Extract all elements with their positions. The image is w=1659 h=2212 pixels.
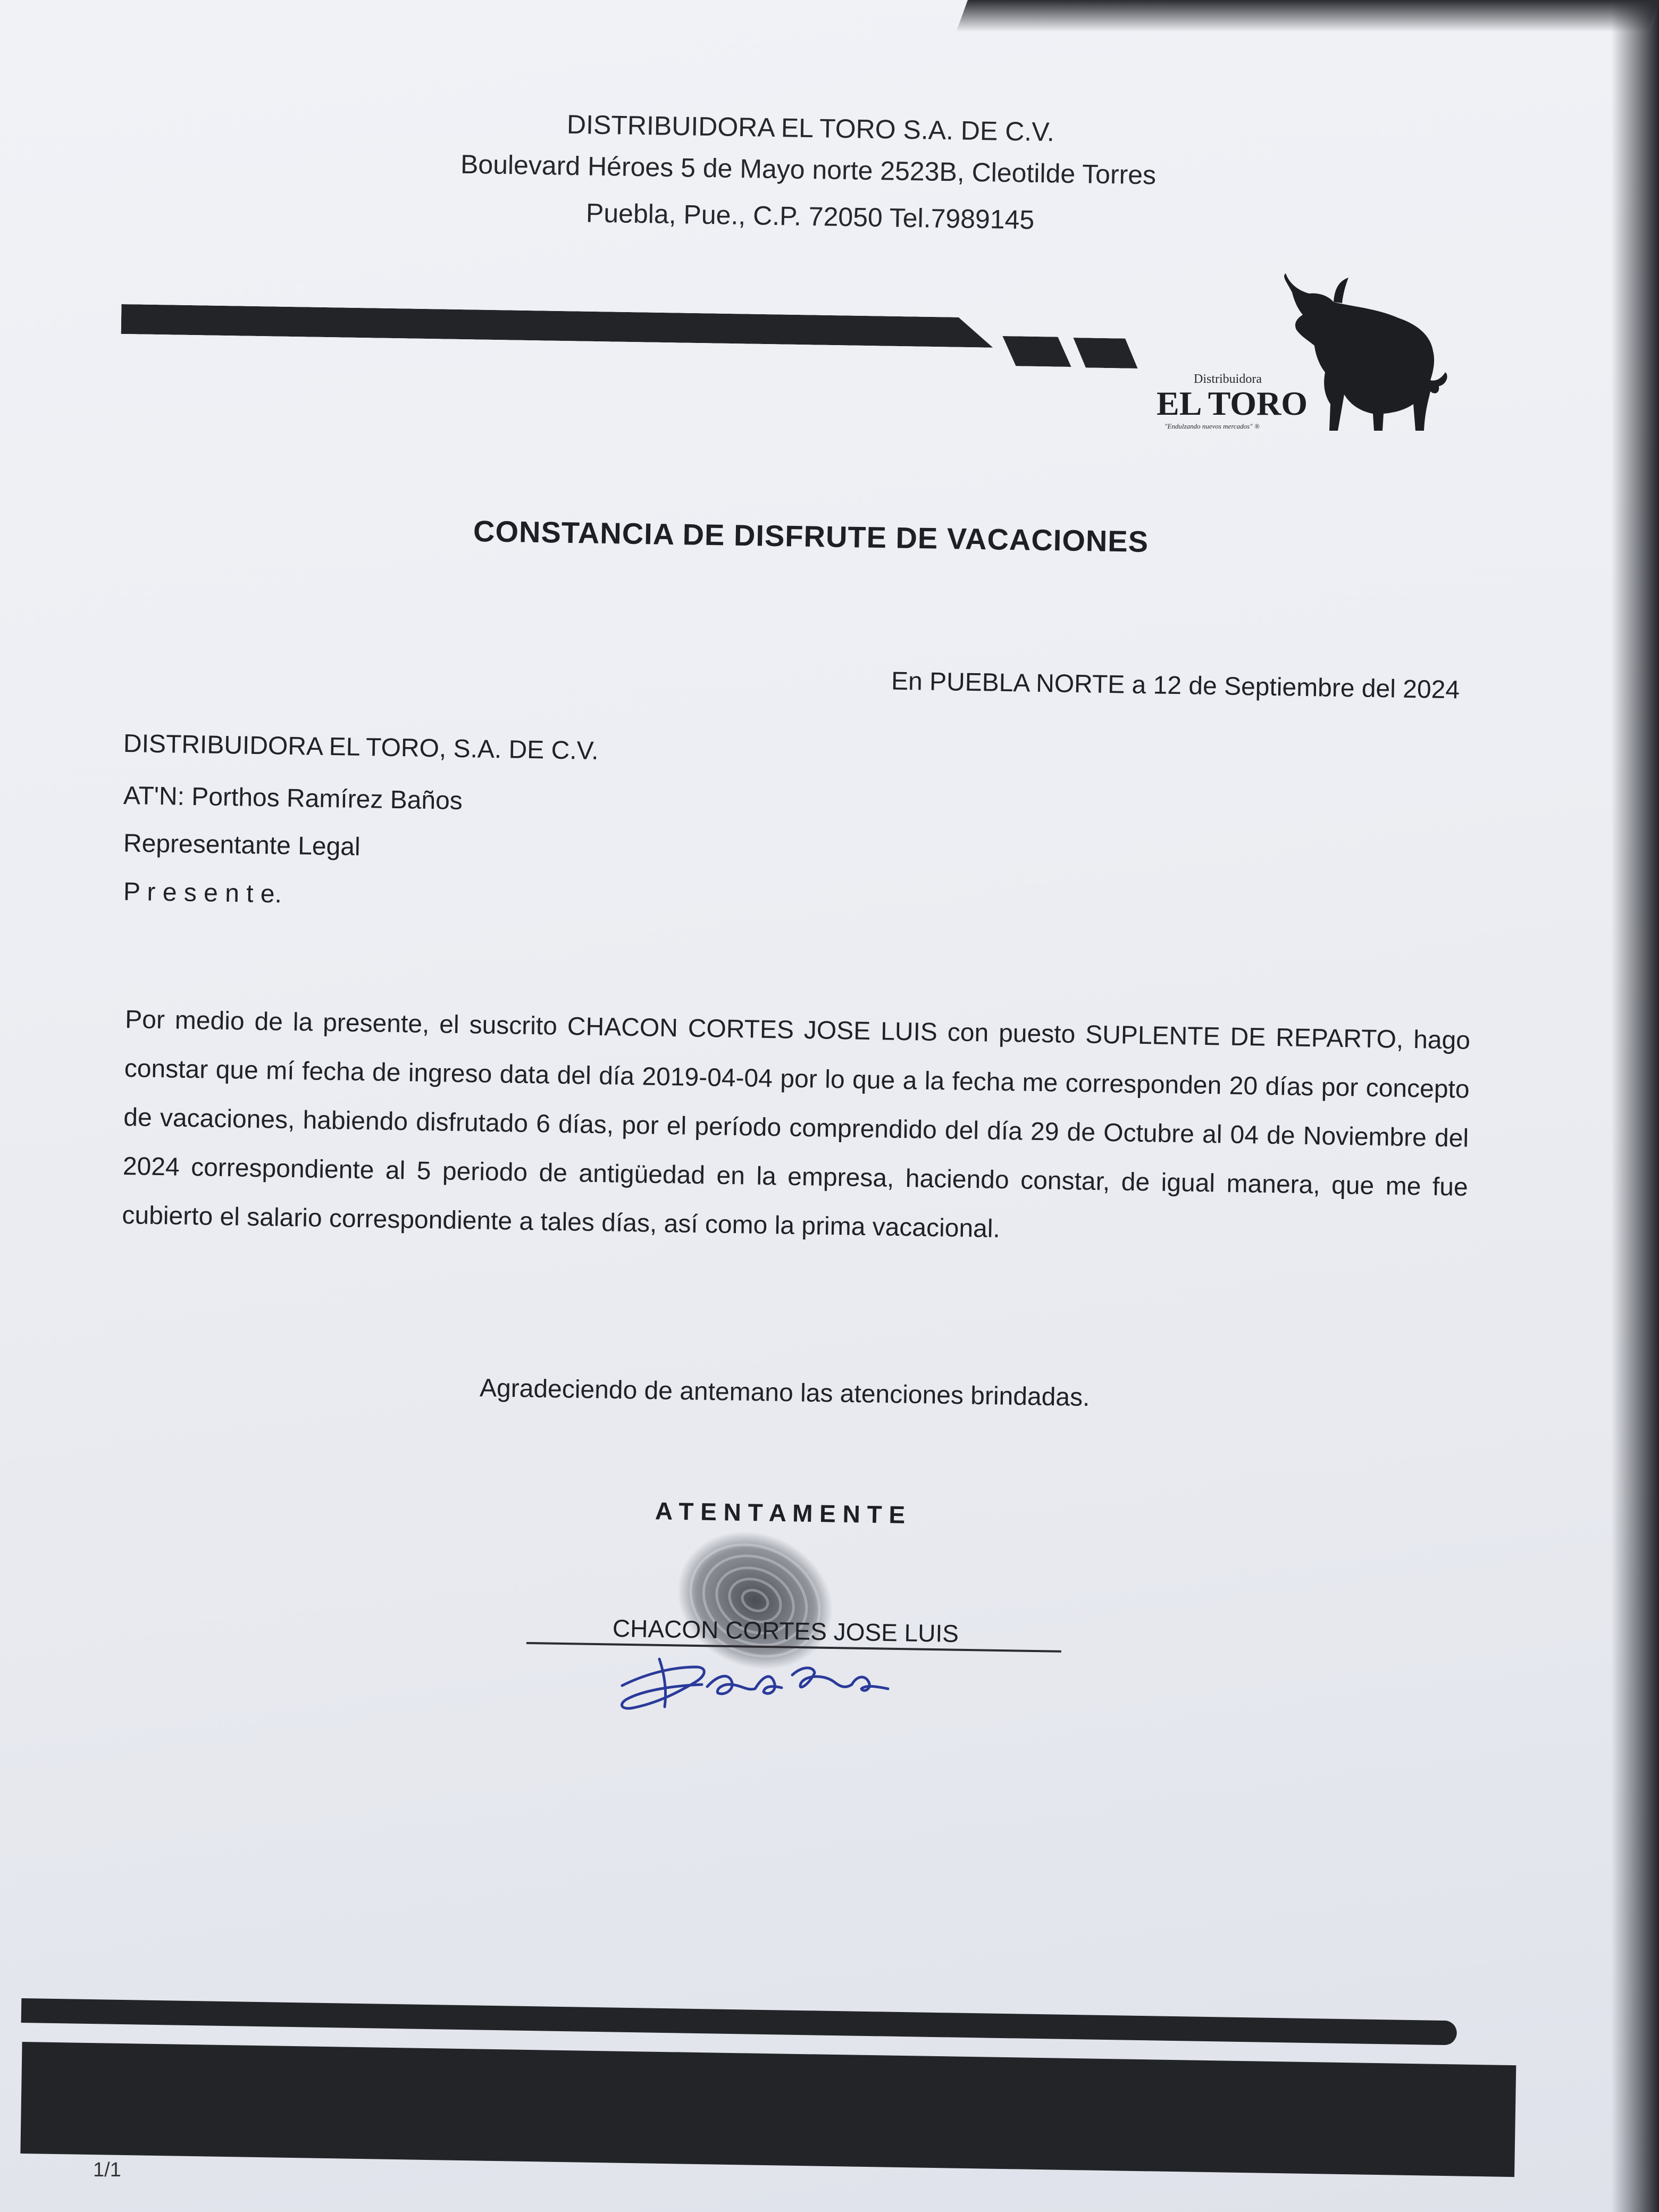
footer-bar-thin — [21, 1998, 1457, 2045]
recipient-attention: AT'N: Porthos Ramírez Baños — [123, 781, 463, 816]
logo-label-small: Distribuidora — [1194, 372, 1262, 386]
page-edge-shadow — [1611, 0, 1659, 2212]
place-date: En PUEBLA NORTE a 12 de Septiembre del 2024 — [891, 667, 1460, 705]
body-paragraph: Por medio de la presente, el suscrito CHACON CORTES JOSE LUIS con puesto SUPLENTE DE REPARTO, hago constar que mí fecha de ingreso data del día 2019-04-04 por lo que a la fecha me corresponden 20 días por concepto de vacaciones, habiendo disfrutado 6 días, por el período comprendido del día 29 de Octubre al 04 de Noviembre del 2024 correspondiente al 5 periodo de antigüedad en la empresa, haciendo constar, de igual manera, que me fue cubierto el salario correspondiente a tales días, así como la prima vacacional. — [122, 1005, 1471, 1243]
recipient-presente: P r e s e n t e. — [123, 877, 282, 909]
sign-off: A T E N T A M E N T E — [655, 1497, 906, 1529]
logo-tagline: "Endulzando nuevos mercados" ® — [1164, 422, 1260, 430]
signer-name: CHACON CORTES JOSE LUIS — [612, 1614, 959, 1648]
header-bar-segment-1 — [1002, 336, 1072, 367]
document-title: CONSTANCIA DE DISFRUTE DE VACACIONES — [473, 514, 1149, 558]
logo-label-big: EL TORO — [1157, 384, 1308, 422]
header-bar-segment-2 — [1073, 338, 1138, 368]
page-number: 1/1 — [93, 2159, 121, 2181]
recipient-role: Representante Legal — [123, 829, 361, 861]
recipient-company: DISTRIBUIDORA EL TORO, S.A. DE C.V. — [123, 729, 599, 766]
company-address-line1: Boulevard Héroes 5 de Mayo norte 2523B, Cleotilde Torres — [460, 149, 1157, 190]
handwritten-signature — [611, 1638, 899, 1717]
header-bar-main — [121, 304, 994, 348]
company-address-line2: Puebla, Pue., C.P. 72050 Tel.7989145 — [585, 198, 1035, 235]
top-edge-shadow — [956, 0, 1659, 32]
company-name: DISTRIBUIDORA EL TORO S.A. DE C.V. — [566, 109, 1055, 147]
footer-bar-thick — [20, 2042, 1516, 2177]
el-toro-logo — [1149, 271, 1468, 452]
closing-line: Agradeciendo de antemano las atenciones brindadas. — [479, 1373, 1090, 1412]
